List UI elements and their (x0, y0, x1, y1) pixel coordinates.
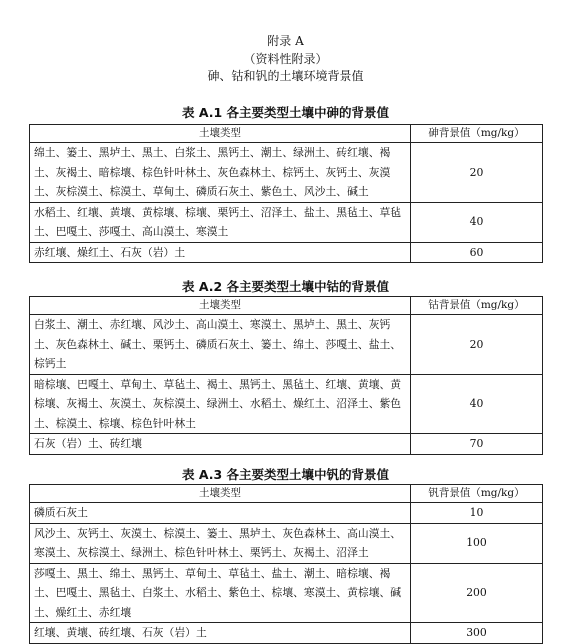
soil-types-cell: 石灰（岩）土、砖红壤 (30, 434, 411, 455)
appendix-title: 砷、钴和钒的土壤环境背景值 (207, 69, 364, 83)
column-header-soil-type: 土壤类型 (30, 125, 411, 143)
background-value-cell: 70 (411, 434, 543, 455)
column-header-value: 钴背景值（mg/kg） (411, 297, 543, 315)
soil-types-cell: 水稻土、红壤、黄壤、黄棕壤、棕壤、栗钙土、沼泽土、盐土、黑毡土、草毡土、巴嘎土、莎嘎土、高山漠土、寒漠土 (30, 202, 411, 242)
table-row (30, 242, 543, 263)
table-header-row (30, 485, 543, 503)
soil-types-cell: 红壤、黄壤、砖红壤、石灰（岩）土 (30, 623, 411, 644)
column-header-value: 钒背景值（mg/kg） (411, 485, 543, 503)
background-value-cell: 40 (411, 374, 543, 434)
background-value-cell: 300 (411, 623, 543, 644)
soil-types-cell: 风沙土、灰钙土、灰漠土、棕漠土、篓土、黑垆土、灰色森林土、高山漠土、寒漠土、灰棕漠土、绿洲土、棕色针叶林土、栗钙土、灰褐土、沼泽土 (30, 523, 411, 563)
column-header-value: 砷背景值（mg/kg） (411, 125, 543, 143)
background-value-cell: 10 (411, 503, 543, 524)
column-header-soil-type: 土壤类型 (30, 297, 411, 315)
soil-types-cell: 赤红壤、燥红土、石灰（岩）土 (30, 242, 411, 263)
table-row (30, 202, 543, 242)
soil-types-cell: 白浆土、潮土、赤红壤、风沙土、高山漠土、寒漠土、黑垆土、黑土、灰钙土、灰色森林土、碱土、栗钙土、磷质石灰土、篓土、绵土、莎嘎土、盐土、棕钙土 (30, 315, 411, 375)
background-value-cell: 20 (411, 315, 543, 375)
background-value-cell: 40 (411, 202, 543, 242)
table-a2-cobalt (29, 296, 543, 455)
table-row (30, 143, 543, 203)
table-a1-arsenic (29, 124, 543, 263)
soil-types-cell: 暗棕壤、巴嘎土、草甸土、草毡土、褐土、黑钙土、黑毡土、红壤、黄壤、黄棕壤、灰褐土、灰漠土、灰棕漠土、绿洲土、水稻土、燥红土、沼泽土、紫色土、棕漠土、棕壤、棕色针叶林土 (30, 374, 411, 434)
soil-types-cell: 莎嘎土、黑土、绵土、黑钙土、草甸土、草毡土、盐土、潮土、暗棕壤、褐土、巴嘎土、黑毡土、白浆土、水稻土、紫色土、棕壤、寒漠土、黄棕壤、碱土、燥红土、赤红壤 (30, 563, 411, 623)
table-row (30, 434, 543, 455)
table-a3-vanadium (29, 484, 543, 644)
soil-types-cell: 绵土、篓土、黑垆土、黑土、白浆土、黑钙土、潮土、绿洲土、砖红壤、褐土、灰褐土、暗棕壤、棕色针叶林土、灰色森林土、棕钙土、灰钙土、灰漠土、灰棕漠土、棕漠土、草甸土、磷质石灰土、紫色土、风沙土、碱土 (30, 143, 411, 203)
table-row (30, 315, 543, 375)
table-row (30, 503, 543, 524)
column-header-soil-type: 土壤类型 (30, 485, 411, 503)
table-a3-title: 表 A.3 各主要类型土壤中钒的背景值 (181, 467, 390, 482)
background-value-cell: 200 (411, 563, 543, 623)
table-header-row (30, 125, 543, 143)
table-header-row (30, 297, 543, 315)
table-row (30, 523, 543, 563)
appendix-label: 附录 A (267, 34, 304, 48)
table-a1-title: 表 A.1 各主要类型土壤中砷的背景值 (181, 105, 390, 120)
background-value-cell: 100 (411, 523, 543, 563)
table-a2-title: 表 A.2 各主要类型土壤中钴的背景值 (181, 279, 390, 294)
background-value-cell: 20 (411, 143, 543, 203)
appendix-note: （资料性附录） (243, 52, 328, 66)
table-row (30, 563, 543, 623)
table-row (30, 374, 543, 434)
background-value-cell: 60 (411, 242, 543, 263)
soil-types-cell: 磷质石灰土 (30, 503, 411, 524)
